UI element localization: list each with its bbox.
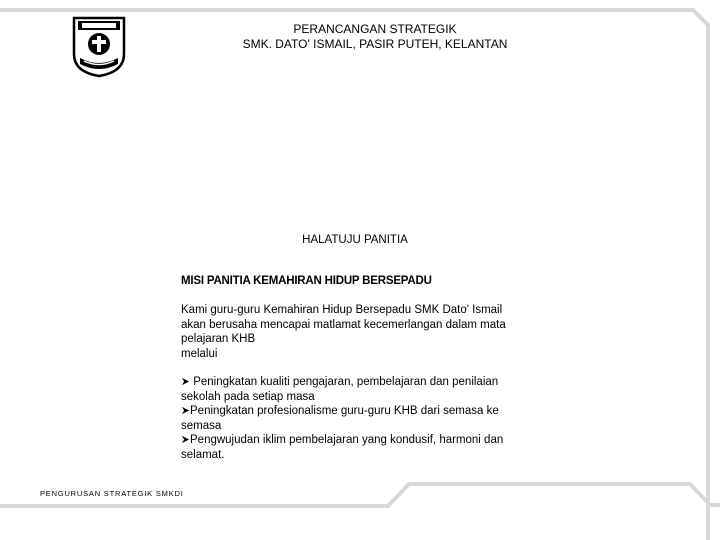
misi-intro (181, 303, 531, 361)
arrow-bullet-icon (181, 377, 190, 386)
bullet-text: Peningkatan kualiti pengajaran, pembelajaran dan penilaian (190, 376, 499, 388)
arrow-bullet-icon (181, 435, 190, 444)
header-line-1: PERANCANGAN STRATEGIK (293, 22, 457, 36)
intro-line: pelajaran KHB (181, 333, 256, 346)
misi-title: MISI PANITIA KEMAHIRAN HIDUP BERSEPADU (181, 275, 432, 287)
bullet-text: Pengwujudan iklim pembelajaran yang kondusif, harmoni dan (190, 434, 504, 447)
section-title: HALATUJU PANITIA (302, 234, 408, 246)
misi-bullet-list (181, 375, 531, 463)
document-header (230, 22, 520, 52)
list-item (181, 433, 531, 462)
arrow-bullet-icon (181, 406, 190, 415)
school-crest-icon (70, 14, 128, 78)
header-line-2: SMK. DATO' ISMAIL, PASIR PUTEH, KELANTAN (242, 37, 508, 51)
bullet-text: Peningkatan profesionalisme guru-guru KHB dari semasa ke (190, 405, 499, 418)
list-item (181, 375, 531, 404)
footer-text: PENGURUSAN STRATEGIK SMKDI (40, 489, 184, 498)
intro-line: Kami guru-guru Kemahiran Hidup Bersepadu SMK Dato' Ismail (181, 304, 503, 316)
bullet-text: sekolah pada setiap masa (181, 390, 315, 403)
intro-line: akan berusaha mencapai matlamat kecemerlangan dalam mata (181, 318, 506, 331)
list-item (181, 404, 531, 433)
bullet-text: selamat. (181, 448, 225, 461)
bullet-text: semasa (181, 419, 222, 432)
intro-line: melalui (181, 347, 218, 360)
